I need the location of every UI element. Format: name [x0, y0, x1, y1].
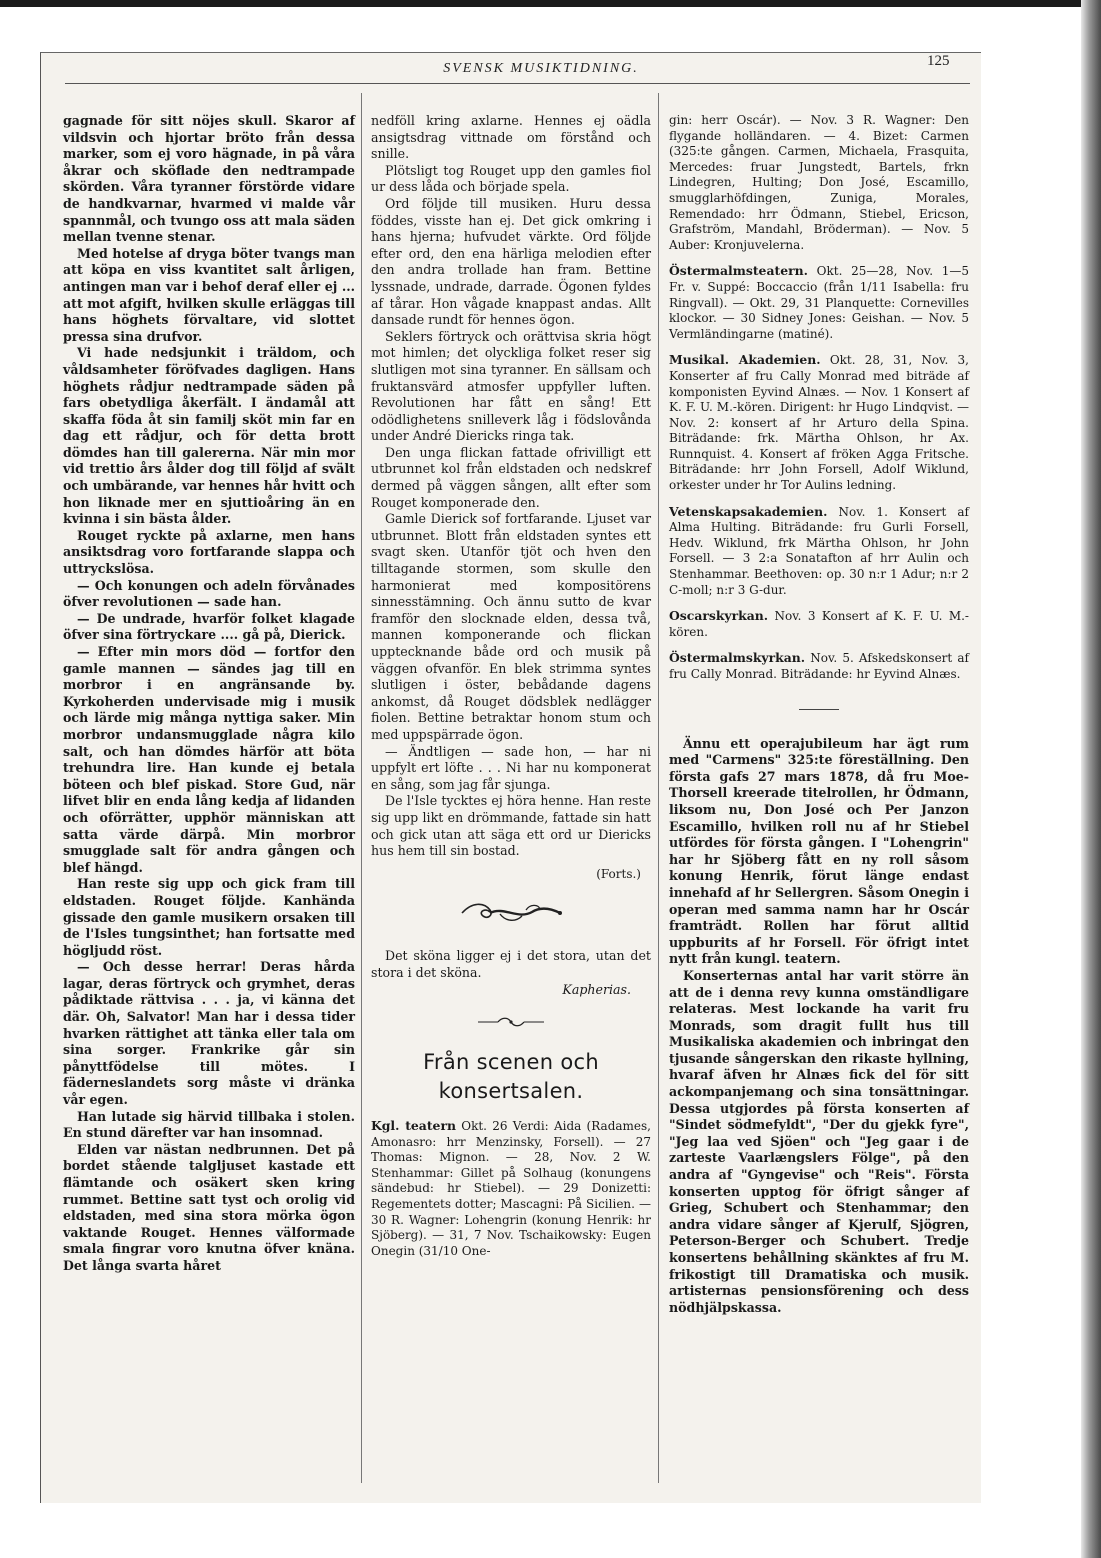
page-number: 125 — [927, 53, 950, 69]
venue-name: Oscarskyrkan. — [669, 608, 769, 624]
paragraph: — Ändtligen — sade hon, — har ni uppfylt ert löfte . . . Ni har nu komponerat en sång, som jag får sjunga. — [371, 743, 651, 792]
section-divider — [799, 709, 839, 710]
paragraph: Vi hade nedsjunkit i träldom, och våldsamheter föröfvades dagligen. Hans höghets rådjur nedtrampade säden på fars obetydliga åkerfält. I ändamål att skaffa föda åt sin familj sköt min far en dag ett rådjur, och för detta brott dömdes han till galererna. När min mor vid trettio års ålder dog till följd af svält och umbärande, var hennes hår hvitt och hon liknade mer en sjuttioåring än en kvinna i sin bästa ålder. — [63, 345, 355, 527]
column-3 — [669, 113, 969, 1316]
section-heading: Från scenen och konsertsalen. — [423, 1050, 599, 1104]
paragraph: De l'Isle tycktes ej höra henne. Han reste sig upp likt en drömmande, fattade sin hatt och gick utan att säga ett ord ur Diericks hus hem till sin bostad. — [371, 793, 651, 859]
column-1 — [63, 113, 355, 1275]
venue-name: Östermalmsteatern. — [669, 263, 808, 279]
paragraph: — Efter min mors död — fortfor den gamle mannen — sändes jag till en morbror i en angränsande by. Kyrkoherden undervisade mig i musik och lärde mig många nyttiga saker. Min morbror undansmugglade några kilo salt, och han dömdes härför att böta trehundra lire. Han kunde ej betala böteen och blef piskad. Store Gud, när lifvet blir en enda lång kedja af lidanden och oförrätter, upphör människan att satta värde därpå. Min morbror smugglade salt för andra gången och blef hängd. — [63, 644, 355, 875]
paragraph: — Och desse herrar! Deras hårda lagar, deras förtryck och grymhet, deras pådiktade rättvisa . . . ja, vi känna det där. Oh, Salvator! Man har i dessa tider hvarken rättighet att tänka eller tala om sina sorger. Frankrike går sin pånyttfödelse till mötes. I fäderneslandets sorg måste vi dränka vår egen. — [63, 959, 355, 1108]
quote-text: Det sköna ligger ej i det stora, utan det stora i det sköna. — [371, 948, 651, 980]
continued-marker: (Forts.) — [596, 866, 641, 881]
paragraph: nedföll kring axlarne. Hennes ej oädla ansigtsdrag vittnade om förstånd och snille. — [371, 113, 651, 162]
venue-program: Nov. 5. Afskedskonsert af fru Cally Monrad. Biträdande: hr Eyvind Alnæs. — [669, 651, 969, 681]
header-rule — [65, 83, 970, 84]
paragraph: Gamle Dierick sof fortfarande. Ljuset var utbrunnet. Blott från eldstaden syntes ett svagt sken. Utanför tjöt och hven den tilltagande stormen, som skulle den harmonierat med kompositörens sinnesstämning. Och ännu sutto de kvar framför den slocknade elden, dessa två, mannen komponerande och flickan upptecknande både ord och musik på väggen ofvanför. En blek strimma syntes slutligen i öster, bebådande dagens ankomst, då Rouget dödsblek nedlägger fiolen. Bettine betraktar honom stum och med uppspärrade ögon. — [371, 511, 651, 742]
top-edge-line — [0, 0, 1101, 7]
column-2 — [371, 113, 651, 1259]
flourish-ornament-icon — [371, 900, 651, 926]
venue-program: Okt. 28, 31, Nov. 3, Konserter af fru Cally Monrad med biträde af komponisten Eyvind Alnæs. — Nov. 1 Konsert af K. F. U. M.-kören. Dirigent: hr Hugo Lindqvist. — Nov. 2: konsert af hr Arturo della Spina. Biträdande: frk. Märtha Ohlson, hr Ax. Runnquist. 4. Konsert af fröken Agga Fritsche. Biträdande: hrr John Forsell, Adolf Wiklund, orkester under hr Tor Aulins ledning. — [669, 353, 969, 493]
kgl-teatern-entry — [371, 1118, 651, 1259]
newspaper-page — [40, 52, 981, 1503]
venue-entry — [669, 650, 969, 682]
kgl-teatern-continuation: gin: herr Oscár). — Nov. 3 R. Wagner: Den flygande holländaren. — 4. Bizet: Carmen (325:te gången. Carmen, Michaela, Frasquita, Mercedes: fruar Jungstedt, Bartels, frkn Lindegren, Hulting; Don José, Escamillo, smugglarhöfdingen, Zuniga, Morales, Remendado: hrr Ödmann, Stiebel, Ericson, Grafström, Mandahl, Bröderman). — Nov. 5 Auber: Kronjuvelerna. — [669, 113, 969, 252]
venue-entry — [669, 504, 969, 599]
scan-edge-strip — [1081, 0, 1101, 1558]
paragraph: Den unga flickan fattade ofrivilligt ett utbrunnet kol från eldstaden och nedskref dermed på väggen sången, allt efter som Rouget komponerade den. — [371, 444, 651, 510]
paragraph: Konserternas antal har varit större än att de i denna revy kunna omständligare relateras. Mest lockande ha varit fru Monrads, som dragit fullt hus till Musikaliska akademien och inbringat den tjusande sångerskan den rikaste hyllning, hvaraf äfven hr Alnæs fick del för sitt ackompanjemang och sina tonsättningar. Dessa utgjordes på första konserten af "Sindet södmefyldt", "Der du gjekk fyre", "Jeg laa ved Sjöen" och "Jeg gaar i de zarteste Vaarlængslers Fölge", på den andra af "Gyngevise" och "Reis". Första konserten upptog för öfrigt sånger af Grieg, Schubert och Stenhammar; den andra vidare sånger af Kjerulf, Sjögren, Peterson-Berger och Schubert. Tredje konsertens behållning skänktes af fru M. frikostigt till Dramatiska och musik. artisternas pensionsförening och dess nödhjälpskassa. — [669, 967, 969, 1315]
paragraph: Elden var nästan nedbrunnen. Det på bordet stående talgljuset kastade ett flämtande och osäkert sken kring rummet. Bettine satt tyst och orolig vid eldstaden, med sina stora mörka ögon vaktande Rouget. Hennes välformade smala fingrar voro knutna öfver knäna. Det långa svarta håret — [63, 1141, 355, 1273]
quote-author: Kapherias. — [562, 981, 631, 997]
venue-entry — [669, 263, 969, 342]
venue-name: Kgl. teatern — [371, 1118, 456, 1134]
venue-program: Okt. 26 Verdi: Aida (Radames, Amonasro: hrr Menzinsky, Forsell). — 27 Thomas: Mignon. — 28, Nov. 2 W. Stenhammar: Gillet på Solhaug (konungens sändebud: hr Stiebel). — 29 Donizetti: Regementets dotter; Mascagni: På Sicilien. — 30 R. Wagner: Lohengrin (konung Henrik: hr Sjöberg). — 31, 7 Nov. Tschaikowsky: Eugen Onegin (31/10 One- — [371, 1119, 651, 1258]
venue-name: Östermalmskyrkan. — [669, 650, 806, 666]
small-flourish-icon — [371, 1016, 651, 1028]
paragraph: Rouget ryckte på axlarne, men hans ansiktsdrag voro fortfarande slappa och uttryckslösa. — [63, 527, 355, 577]
venue-name: Musikal. Akademien. — [669, 352, 821, 368]
venue-program: Nov. 1. Konsert af Alma Hulting. Biträdande: fru Gurli Forsell, Hedv. Wiklund, frk Märtha Ohlson, hr John Forsell. — 3 2:a Sonatafton af hrr Aulin och Stenhammar. Beethoven: op. 30 n:r 1 Adur; n:r 2 C-moll; n:r 3 G-dur. — [669, 504, 969, 597]
column-divider — [361, 93, 362, 1483]
paragraph: Plötsligt tog Rouget upp den gamles fiol ur dess låda och började spela. — [371, 162, 651, 195]
venue-program: Nov. 3 Konsert af K. F. U. M.-kören. — [669, 609, 969, 639]
paragraph: Seklers förtryck och orättvisa skria högt mot himlen; det olyckliga folket reser sig slutligen mot sina tyranner. En sällsam och fruktansvärd atmosfer uppfyller luften. Revolutionen har fått en sång! Ett odödlighetens snilleverk låg i födslovånda under André Diericks ringa tak. — [371, 328, 651, 444]
column-divider — [658, 93, 659, 1483]
paragraph: Ännu ett operajubileum har ägt rum med "Carmens" 325:te föreställning. Den första gafs 27 mars 1878, då fru Moe-Thorsell kreerade titelrollen, hr Ödmann, liksom nu, Don José och Per Janzon Escamillo, hvilken roll nu af hr Stiebel utfördes för första gången. I "Lohengrin" har hr Sjöberg fått en ny roll såsom konung Henrik, förut länge endast innehafd af hr Sellergren. Såsom Onegin i operan med samma namn har hr Oscár framträdt. Rollen har förut alltid uppburits af hr Forsell. För öfrigt intet nytt från kungl. teatern. — [669, 735, 969, 967]
venue-name: Vetenskapsakademien. — [669, 503, 828, 519]
paragraph: — De undrade, hvarför folket klagade öfver sina förtryckare .... gå på, Dierick. — [63, 610, 355, 643]
paragraph: gagnade för sitt nöjes skull. Skaror af vildsvin och hjortar bröto från dessa marker, som ej voro hägnade, in på våra åkrar och sköflade den nedtrampade skörden. Våra tyranner förstörde vidare de handkvarnar, hvarmed vi malde vår spannmål, och tvungo oss att mala säden mellan tvenne stenar. — [63, 113, 355, 245]
paragraph: Han lutade sig härvid tillbaka i stolen. En stund därefter var han insomnad. — [63, 1108, 355, 1141]
venue-program: Okt. 25—28, Nov. 1—5 Fr. v. Suppé: Boccaccio (från 1/11 Isabella: fru Ringvall). — Okt. 29, 31 Planquette: Cornevilles klockor. — 30 Sidney Jones: Geishan. — Nov. 5 Vermländingarne (matiné). — [669, 264, 969, 341]
review-text — [669, 736, 969, 1317]
paragraph: — Och konungen och adeln förvånades öfver revolutionen — sade han. — [63, 577, 355, 610]
paragraph: Ord följde till musiken. Huru dessa föddes, visste han ej. Det gick omkring i hans hjerna; hufvudet värkte. Ord följde efter ord, den ena härliga melodien efter den andra trollade han fram. Bettine lyssnade, undrade, darrade. Ögonen fyldes af tårar. Hon vågade knappast andas. Allt dansade rundt för hennes ögon. — [371, 195, 651, 328]
paragraph: Han reste sig upp och gick fram till eldstaden. Rouget följde. Kanhända gissade den gamle musikern orsaken till de l'Isles tungsinthet; han fortsatte med högljudd röst. — [63, 876, 355, 958]
running-title: SVENSK MUSIKTIDNING. — [443, 61, 639, 76]
venue-entry — [669, 608, 969, 640]
venue-entry — [669, 352, 969, 493]
paragraph: Med hotelse af dryga böter tvangs man att köpa en viss kvantitet salt årligen, antingen man var i behof deraf eller ej ... att mot afgift, hvilken skulle erläggas till hans höghets förvaltare, vid slottet pressa sina drufvor. — [63, 245, 355, 344]
